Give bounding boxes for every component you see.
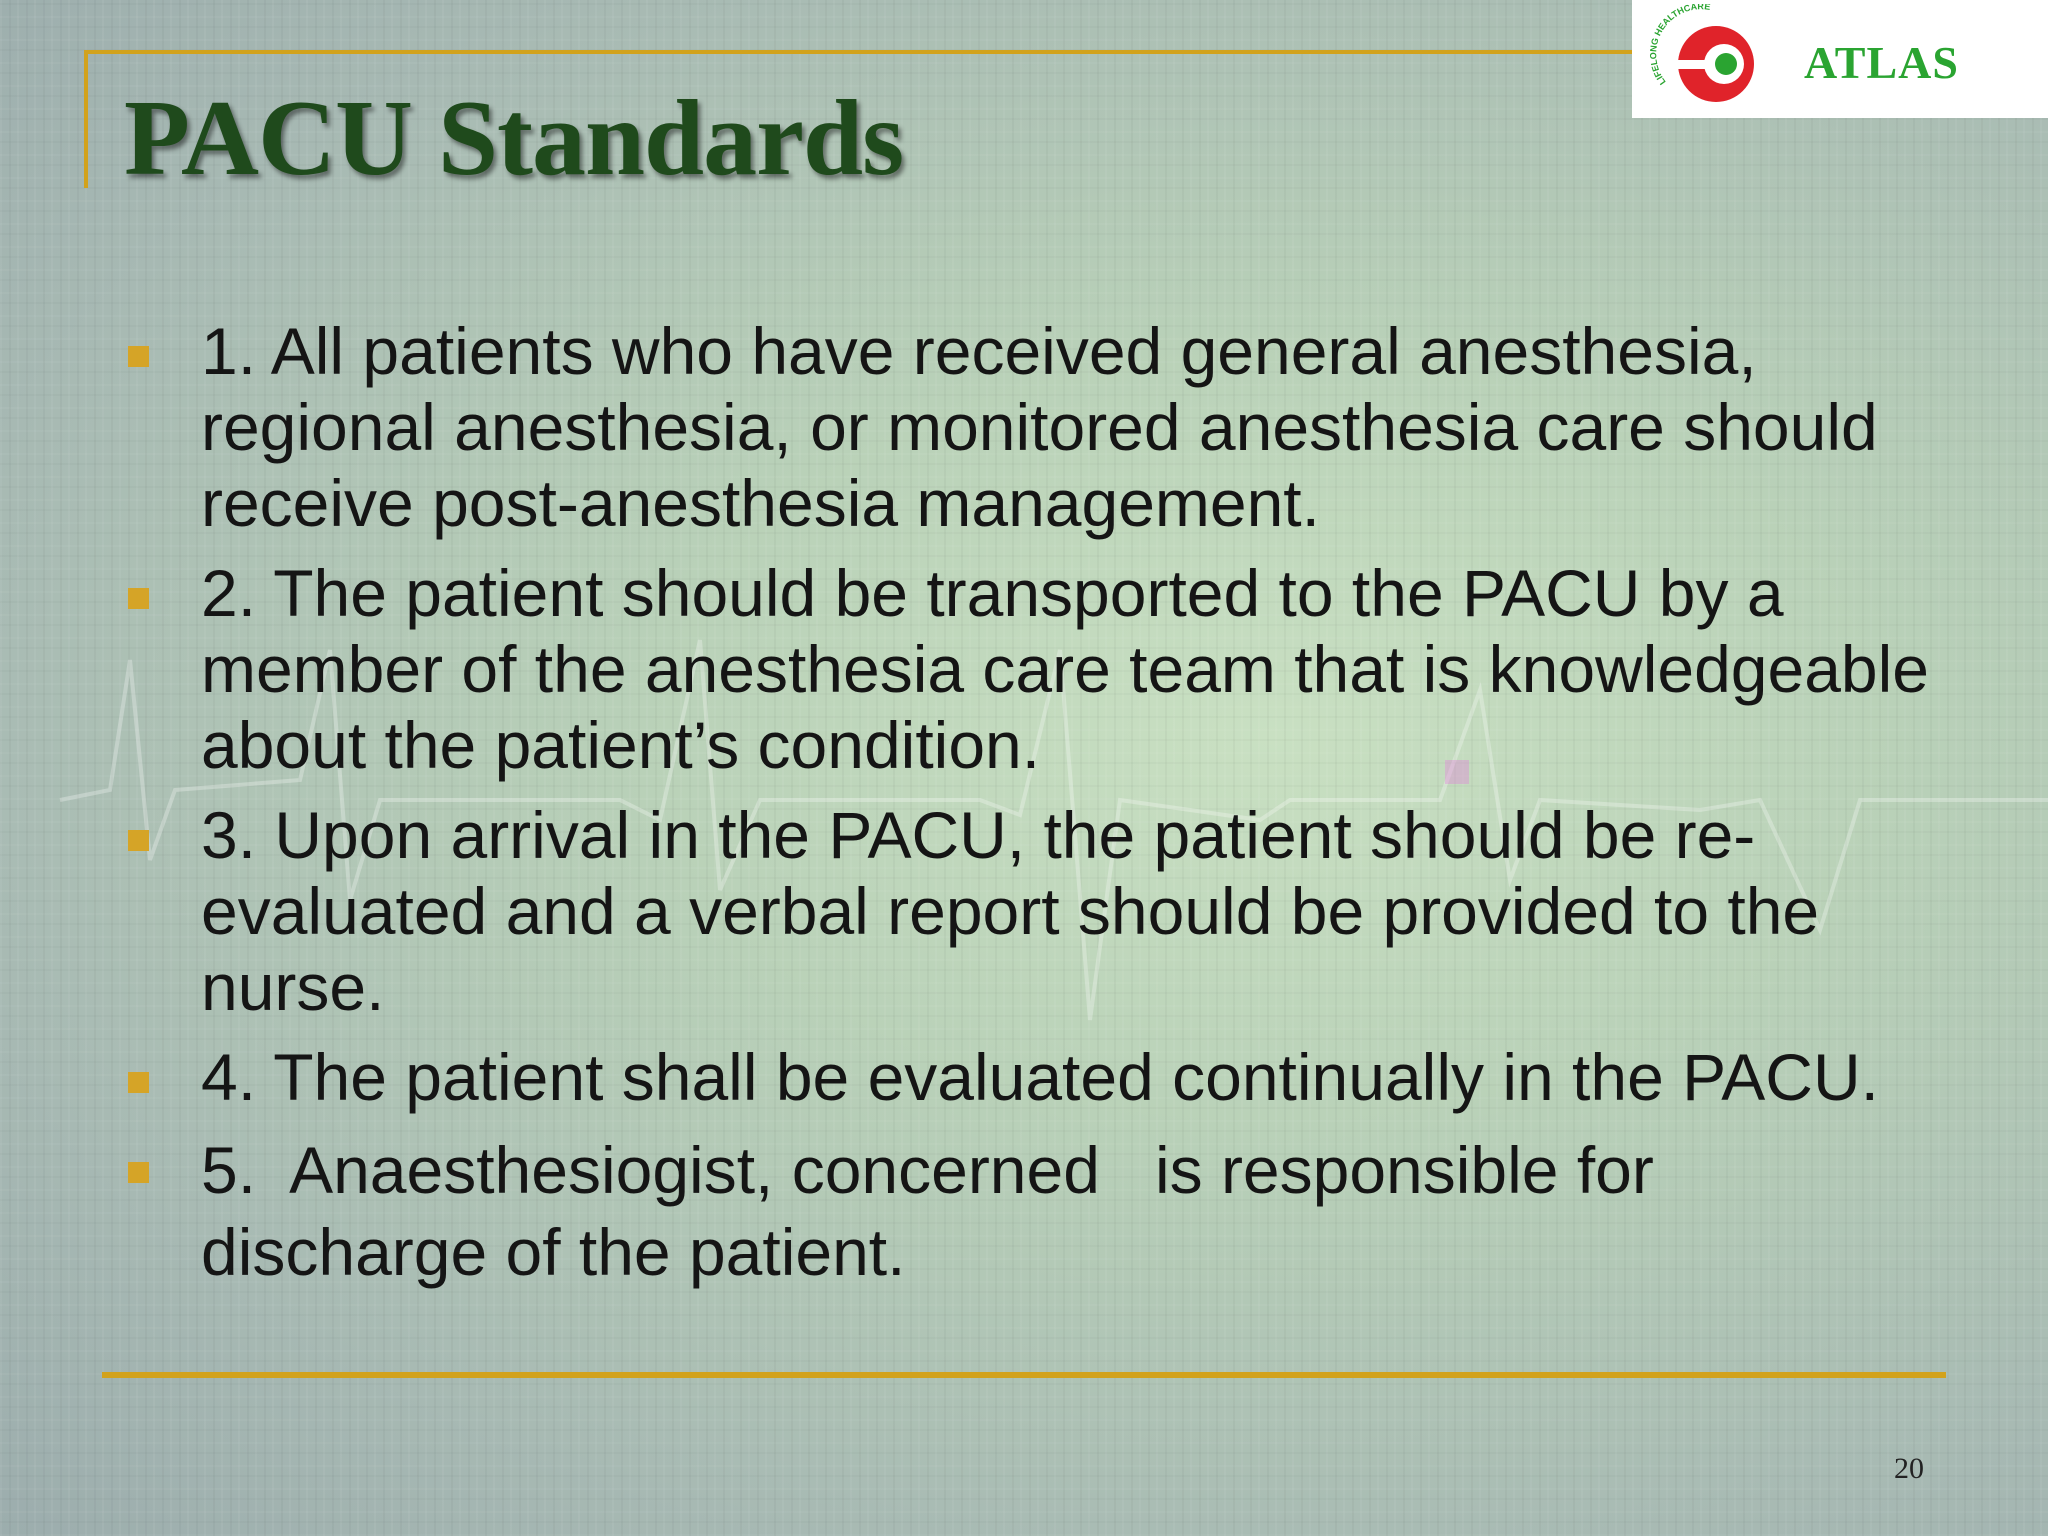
bullet-item-3 — [124, 797, 1954, 1025]
square-bullet-icon — [128, 1162, 149, 1183]
slide-title: PACU Standards — [124, 79, 904, 198]
square-bullet-icon — [128, 830, 149, 851]
bullet-text: 4. The patient shall be evaluated continually in the PACU. — [201, 1040, 1879, 1114]
bullet-item-1 — [124, 313, 1954, 541]
logo-text: ATLAS — [1804, 37, 1959, 88]
bullet-item-4 — [124, 1039, 1954, 1115]
bullet-text: 2. The patient should be transported to the PACU by a member of the anesthesia care team that is knowledgeable about the patient’s condition. — [201, 556, 1929, 782]
bullet-text: 1. All patients who have received general anesthesia, regional anesthesia, or monitored anesthesia care should receive post-anesthesia management. — [201, 314, 1878, 540]
square-bullet-icon — [128, 346, 149, 367]
bullet-text: 3. Upon arrival in the PACU, the patient should be re-evaluated and a verbal report should be provided to the nurse. — [201, 798, 1820, 1024]
bullet-text: 5. Anaesthesiogist, concerned is responsible for discharge of the patient. — [201, 1133, 1673, 1289]
logo-arc-text: LIFELONG HEALTHCARE — [1648, 4, 1711, 87]
square-bullet-icon — [128, 1072, 149, 1093]
logo-emblem-icon — [1636, 4, 1776, 114]
frame-bottom-line — [102, 1372, 1946, 1378]
bullet-item-2 — [124, 555, 1954, 783]
bullet-item-5 — [124, 1129, 1954, 1293]
frame-left-line — [84, 50, 88, 188]
frame-top-line — [84, 50, 1634, 54]
square-bullet-icon — [128, 588, 149, 609]
bullet-list — [124, 313, 1954, 1307]
page-number: 20 — [1894, 1452, 1924, 1485]
atlas-logo — [1632, 0, 2048, 118]
